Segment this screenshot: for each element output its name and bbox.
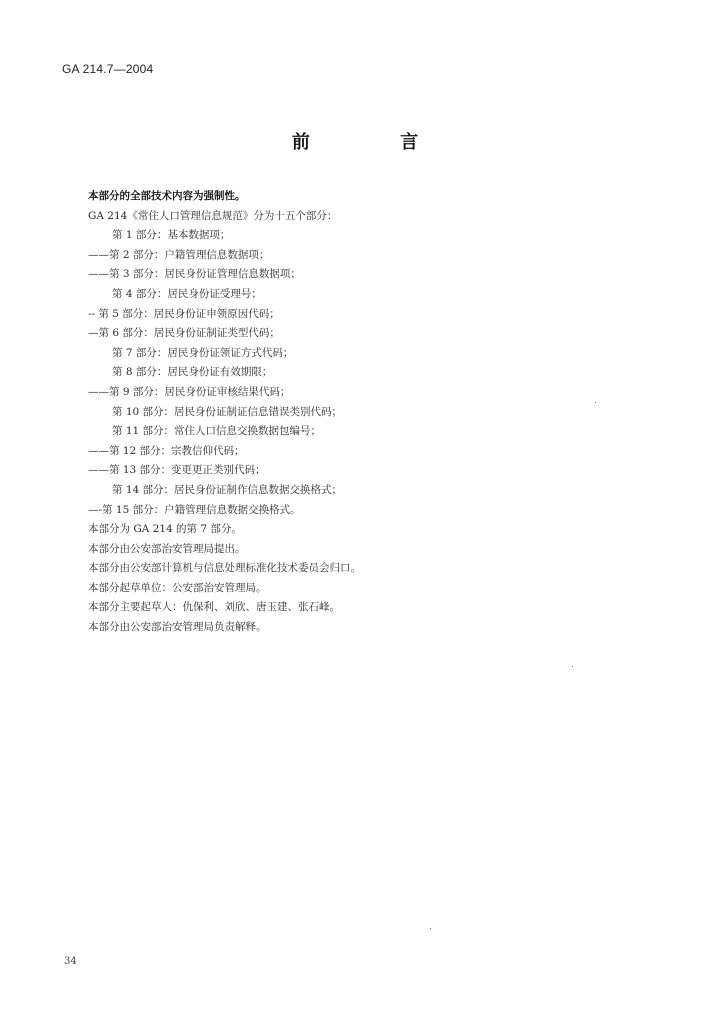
body-line: 第 4 部分：居民身份证受理号； [112,287,262,300]
scan-speck [572,666,573,667]
body-line: GA 214《常住人口管理信息规范》分为十五个部分： [88,209,338,222]
body-line: 本部分起草单位：公安部治安管理局。 [88,581,267,594]
body-line: ——第 3 部分：居民身份证管理信息数据项； [88,268,301,281]
body-line: 本部分的全部技术内容为强制性。 [88,190,246,202]
body-line: —-第 15 部分：户籍管理信息数据交换格式。 [88,503,301,516]
body-line: ——第 13 部分：变更更正类别代码； [88,464,266,477]
body-line: ——第 9 部分：居民身份证审核结果代码； [88,385,291,398]
body-line: 第 1 部分：基本数据项； [112,229,231,242]
body-line: ——第 2 部分：户籍管理信息数据项； [88,248,270,261]
body-line: 第 7 部分：居民身份证领证方式代码； [112,346,294,359]
standard-code: GA 214.7—2004 [62,62,154,76]
body-line: 本部分由公安部治安管理局负责解释。 [88,621,267,634]
scan-speck [595,402,596,403]
body-line: 第 8 部分：居民身份证有效期限； [112,366,273,379]
body-line: ——第 12 部分：宗教信仰代码； [88,444,245,457]
body-line: 本部分由公安部治安管理局提出。 [88,542,246,555]
body-line: 本部分主要起草人：仇保利、刘欣、唐玉建、张石峰。 [88,601,340,614]
foreword-body [88,187,648,638]
body-line: 第 14 部分：居民身份证制作信息数据交换格式； [112,483,343,496]
body-line: —第 6 部分：居民身份证制证类型代码； [88,327,280,340]
body-line: 第 11 部分：常住人口信息交换数据包编号； [112,425,322,438]
scan-speck [430,928,431,929]
body-line: 第 10 部分：居民身份证制证信息错误类别代码； [112,405,343,418]
page-title: 前 言 [291,132,461,153]
body-line: 本部分由公安部计算机与信息处理标准化技术委员会归口。 [88,562,361,575]
page-number: 34 [64,956,77,967]
body-line: -- 第 5 部分：居民身份证申领原因代码； [88,307,280,320]
body-line: 本部分为 GA 214 的第 7 部分。 [88,523,242,536]
